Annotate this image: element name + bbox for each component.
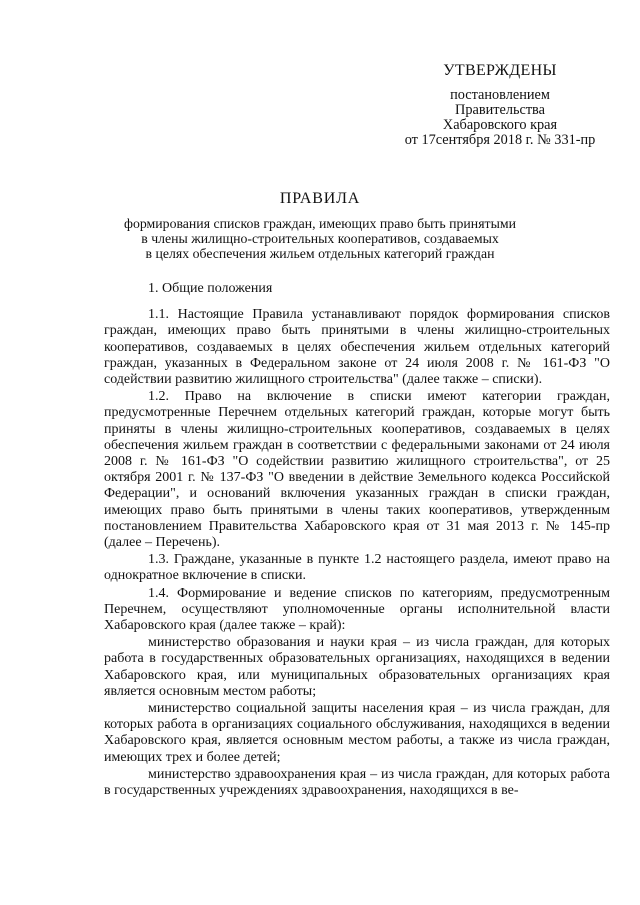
- list-item-education-ministry: министерство образования и науки края – из числа граждан, для которых работа в государственных образовательных организациях, находящихся в ведении Хабаровского края, или муниципальных образовательных организациях края является основным местом работы;: [104, 635, 610, 699]
- approval-heading: УТВЕРЖДЕНЫ: [443, 62, 557, 79]
- title-block: [100, 190, 540, 261]
- list-item-health-ministry: министерство здравоохранения края – из числа граждан, для которых работа в государственных учреждениях здравоохранения, находящихся в ве-: [104, 766, 610, 799]
- approval-stamp: [400, 62, 600, 148]
- document-subtitle-line: в члены жилищно-строительных кооперативов, создаваемых: [141, 231, 499, 246]
- paragraph-1-2: 1.2. Право на включение в списки имеют категории граждан, предусмотренные Перечнем отдельных категорий граждан, которые могут быть приняты в члены жилищно-строительных кооперативов, создаваемых в целях обеспечения жильем граждан в соответствии с федеральными законами от 24 июля 2008 г. № 161-ФЗ "О содействии развитию жилищного строительства", от 25 октября 2001 г. № 137-ФЗ "О введении в действие Земельного кодекса Российской Федерации", и оснований включения указанных граждан в списки граждан, имеющих право быть принятыми в члены таких кооперативов, утвержденным постановлением Правительства Хабаровского края от 31 мая 2013 г. № 145-пр (далее – Перечень).: [104, 389, 610, 551]
- document-subtitle-line: в целях обеспечения жильем отдельных категорий граждан: [145, 246, 495, 261]
- document-title: ПРАВИЛА: [279, 190, 361, 207]
- approval-line: постановлением: [450, 87, 550, 103]
- section-heading: 1. Общие положения: [148, 281, 273, 296]
- document-body: [104, 281, 610, 799]
- paragraph-1-4: 1.4. Формирование и ведение списков по категориям, предусмотренным Перечнем, осуществляют уполномоченные органы исполнительной власти Хабаровского края (далее также – край):: [104, 585, 610, 634]
- document-subtitle-line: формирования списков граждан, имеющих право быть принятыми: [124, 216, 516, 231]
- paragraph-1-1: 1.1. Настоящие Правила устанавливают порядок формирования списков граждан, имеющих право быть принятыми в члены жилищно-строительных кооперативов, создаваемых в целях обеспечения жильем отдельных категорий граждан, указанных в Федеральном законе от 24 июля 2008 г. № 161-ФЗ "О содействии развитию жилищного строительства" (далее также – списки).: [104, 307, 610, 388]
- approval-line: Правительства: [455, 102, 545, 118]
- paragraph-1-3: 1.3. Граждане, указанные в пункте 1.2 настоящего раздела, имеют право на однократное включение в списки.: [104, 552, 610, 584]
- approval-line: Хабаровского края: [442, 117, 558, 133]
- list-item-social-protection-ministry: министерство социальной защиты населения края – из числа граждан, для которых работа в организациях социального обслуживания, находящихся в ведении Хабаровского края, является основным местом работы, а также из числа граждан, имеющих трех и более детей;: [104, 701, 610, 765]
- approval-date: от 17сентября 2018 г. № 331-пр: [404, 132, 596, 148]
